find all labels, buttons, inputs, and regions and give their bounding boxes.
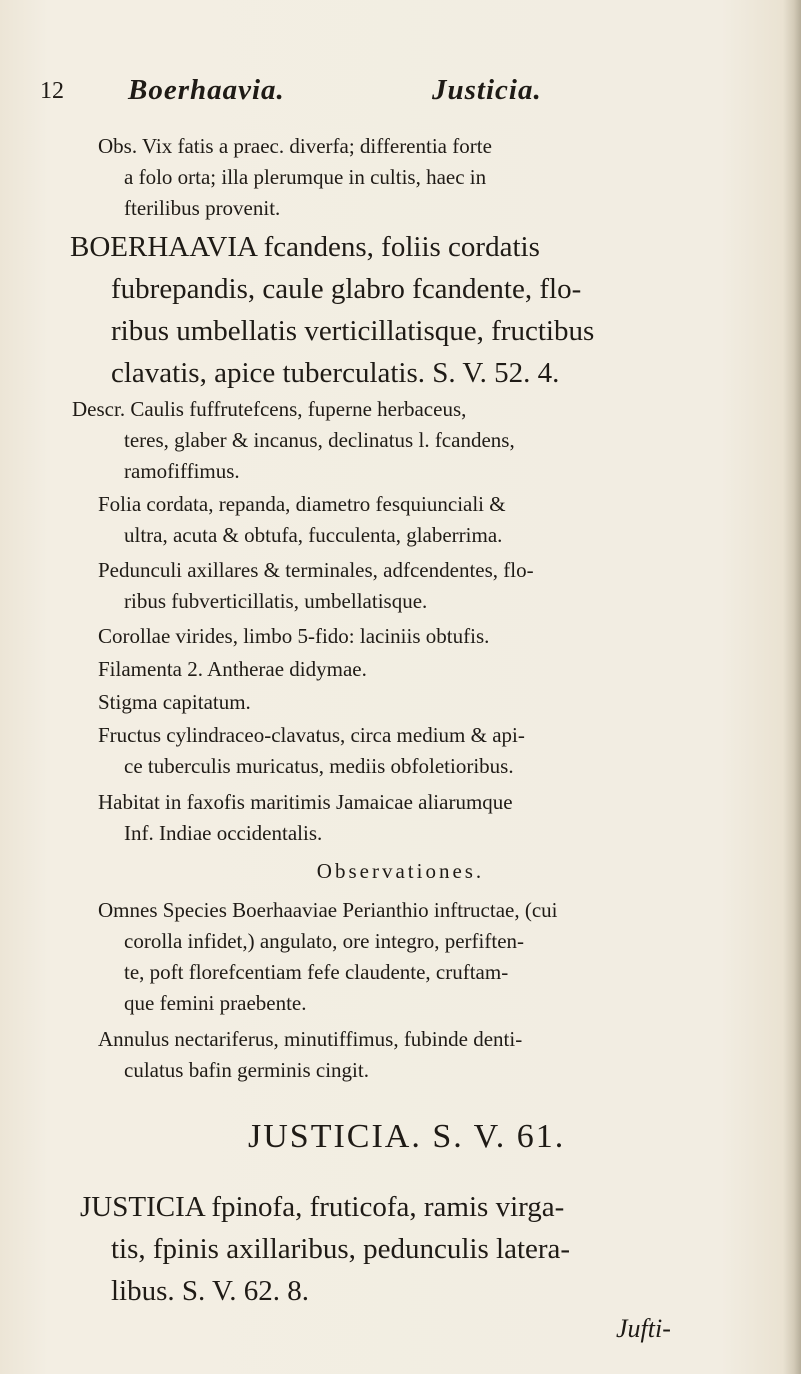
text-line: Habitat in faxofis maritimis Jamaicae aliarumque (98, 790, 513, 814)
text-line: tis, fpinis axillaribus, pedunculis latera- (111, 1233, 571, 1265)
text-line: ce tuberculis muricatus, mediis obfoletioribus. (124, 754, 514, 778)
text-line: ribus fubverticillatis, umbellatisque. (124, 589, 428, 613)
text-line: ramofiffimus. (124, 459, 240, 483)
catchword: Jufti- (616, 1314, 671, 1343)
text-line: JUSTICIA fpinofa, fruticofa, ramis virga- (80, 1191, 565, 1223)
observationes-heading: Observationes. (316, 859, 485, 883)
text-line: fubrepandis, caule glabro fcandente, flo- (111, 273, 582, 305)
text-line: Descr. Caulis fuffrutefcens, fuperne herbaceus, (72, 397, 467, 421)
text-line: Inf. Indiae occidentalis. (124, 821, 323, 845)
text-line: Annulus nectariferus, minutiffimus, fubinde denti- (98, 1027, 523, 1051)
text-line: Obs. Vix fatis a praec. diverfa; differentia forte (98, 134, 492, 158)
corollae-paragraph (0, 621, 801, 652)
species-diagnosis-justicia (0, 1186, 801, 1312)
running-head-genus: Boerhaavia. (128, 74, 285, 106)
text-line: clavatis, apice tuberculatis. S. V. 52. 4. (111, 357, 560, 389)
text-line: Filamenta 2. Antherae didymae. (98, 657, 367, 681)
text-line: BOERHAAVIA fcandens, foliis cordatis (70, 231, 540, 263)
text-line: a folo orta; illa plerumque in cultis, haec in (124, 165, 487, 189)
text-line: ribus umbellatis verticillatisque, fructibus (111, 315, 595, 347)
text-line: te, poft florefcentiam fefe claudente, cruftam- (124, 960, 509, 984)
text-line: Omnes Species Boerhaaviae Perianthio inftructae, (cui (98, 898, 558, 922)
filamenta-paragraph (0, 654, 801, 685)
observation-paragraph (0, 131, 801, 224)
text-line: fterilibus provenit. (124, 196, 281, 220)
folia-paragraph (0, 489, 801, 551)
text-line: Stigma capitatum. (98, 690, 251, 714)
text-line: teres, glaber & incanus, declinatus l. fcandens, (124, 428, 515, 452)
genus-heading: JUSTICIA. S. V. 61. (248, 1118, 566, 1155)
stigma-paragraph (0, 687, 801, 718)
text-line: Pedunculi axillares & terminales, adfcendentes, flo- (98, 558, 534, 582)
omnes-paragraph (0, 895, 801, 1019)
habitat-paragraph (0, 787, 801, 849)
text-line: ultra, acuta & obtufa, fucculenta, glaberrima. (124, 523, 503, 547)
text-line: libus. S. V. 62. 8. (111, 1275, 309, 1307)
page-number: 12 (40, 78, 64, 104)
text-line: culatus bafin germinis cingit. (124, 1058, 369, 1082)
running-header (40, 74, 760, 118)
text-line: Corollae virides, limbo 5-fido: laciniis obtufis. (98, 624, 490, 648)
running-head-family: Justicia. (432, 74, 542, 106)
annulus-paragraph (0, 1024, 801, 1086)
description-paragraph (0, 394, 801, 487)
text-line: Folia cordata, repanda, diametro fesquiunciali & (98, 492, 506, 516)
text-line: Fructus cylindraceo-clavatus, circa medium & api- (98, 723, 525, 747)
text-line: corolla infidet,) angulato, ore integro, perfiften- (124, 929, 525, 953)
fructus-paragraph (0, 720, 801, 782)
species-diagnosis (0, 226, 801, 394)
pedunculi-paragraph (0, 555, 801, 617)
text-line: que femini praebente. (124, 991, 307, 1015)
